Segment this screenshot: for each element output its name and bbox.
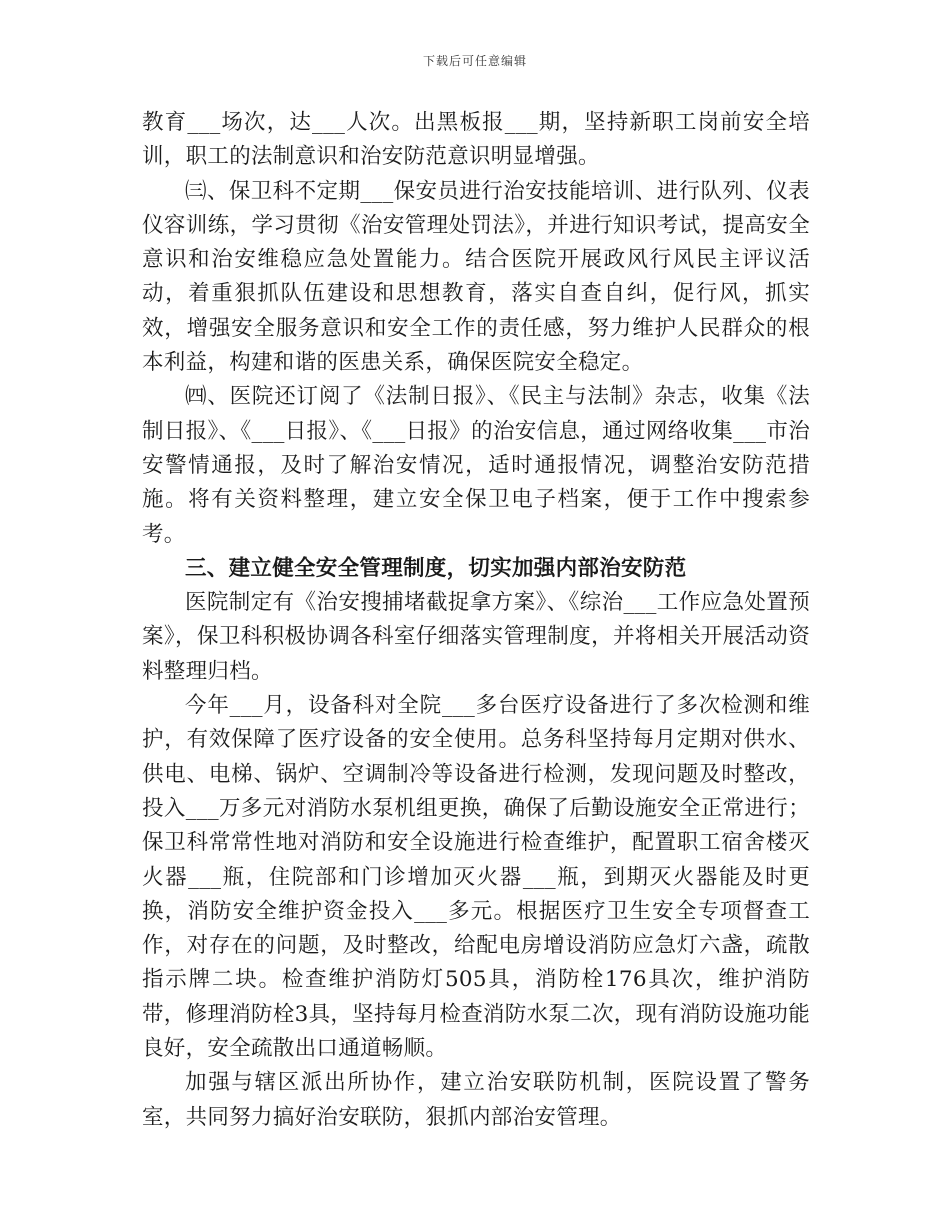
- paragraph-3: ㈣、医院还订阅了《法制日报》、《民主与法制》杂志，收集《法制日报》、《___日报》、《___日报》的治安信息，通过网络收集___市治安警情通报，及时了解治安情况，适时通报情况，调整治安防范措施。将有关资料整理，建立安全保卫电子档案，便于工作中搜索参考。: [142, 384, 810, 547]
- paragraph-6: 加强与辖区派出所协作，建立治安联防机制，医院设置了警务室，共同努力搞好治安联防，狠抓内部治安管理。: [142, 1070, 810, 1130]
- paragraph-4: 医院制定有《治安搜捕堵截捉拿方案》、《综治___工作应急处置预案》，保卫科积极协调各科室仔细落实管理制度，并将相关开展活动资料整理归档。: [142, 590, 810, 684]
- section-heading: 三、建立健全安全管理制度，切实加强内部治安防范: [185, 555, 687, 581]
- paragraph-5: 今年___月，设备科对全院___多台医疗设备进行了多次检测和维护，有效保障了医疗设备的安全使用。总务科坚持每月定期对供水、供电、电梯、锅炉、空调制冷等设备进行检测，发现问题及时整改，投入___万多元对消防水泵机组更换，确保了后勤设施安全正常进行；保卫科常常性地对消防和安全设施进行检查维护，配置职工宿舍楼灭火器___瓶，住院部和门诊增加灭火器___瓶，到期灭火器能及时更换，消防安全维护资金投入___多元。根据医疗卫生安全专项督查工作，对存在的问题，及时整改，给配电房增设消防应急灯六盏，疏散指示牌二块。检查维护消防灯505具，消防栓176具次，维护消防带，修理消防栓3具，坚持每月检查消防水泵二次，现有消防设施功能良好，安全疏散出口通道畅顺。: [142, 693, 810, 1062]
- paragraph-2: ㈢、保卫科不定期___保安员进行治安技能培训、进行队列、仪表仪容训练，学习贯彻《治安管理处罚法》，并进行知识考试，提高安全意识和治安维稳应急处置能力。结合医院开展政风行风民主评议活动，着重狠抓队伍建设和思想教育，落实自查自纠，促行风，抓实效，增强安全服务意识和安全工作的责任感，努力维护人民群众的根本利益，构建和谐的医患关系，确保医院安全稳定。: [142, 178, 810, 376]
- paragraph-1: 教育___场次，达___人次。出黑板报___期，坚持新职工岗前安全培训，职工的法制意识和治安防范意识明显增强。: [142, 110, 810, 170]
- page-header: 下载后可任意编辑: [422, 54, 527, 68]
- document-body: [142, 106, 810, 1135]
